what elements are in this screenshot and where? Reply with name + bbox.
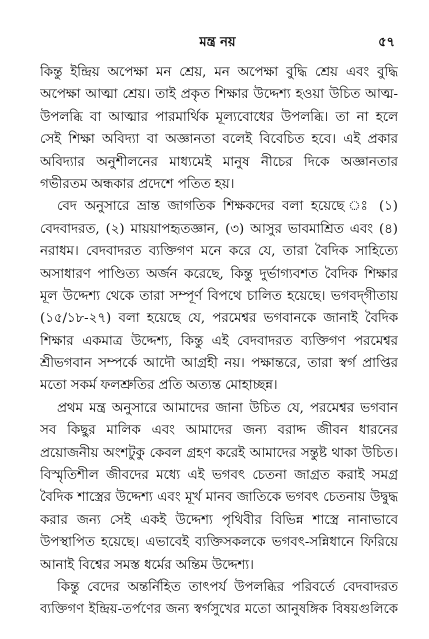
text-line: সেই শিক্ষা অবিদ্যা বা অজ্ঞানতা বলেই বিবেচিত হবে। এই প্রকার [40,132,398,148]
text-line: বেদবাদরত, (২) মায়য়াপহৃতজ্ঞান, (৩) আসুর ভাবমাশ্রিত এবং (৪) [40,221,398,237]
text-line: বৈদিক শাস্ত্রের উদ্দেশ্য এবং মূর্খ মানব জাতিকে ভগবৎ চেতনায় উদ্বুদ্ধ [40,490,398,506]
text-line: করার জন্য সেই একই উদ্দেশ্য পৃথিবীর বিভিন্ন শাস্ত্রে নানাভাবে [40,512,398,528]
text-line: কিন্তু ইন্দ্রিয় অপেক্ষা মন শ্রেয়, মন অপেক্ষা বুদ্ধি শ্রেয় এবং বুদ্ধি [40,65,398,80]
running-title: মন্ত্র নয় [199,35,236,50]
text-line: উপলব্ধি বা আত্মার পারমার্থিক মূল্যবোধের উপলব্ধি। তা না হলে [40,109,398,125]
text-line: অপেক্ষা আত্মা শ্রেয়। তাই প্রকৃত শিক্ষার উদ্দেশ্য হওয়া উচিত আত্ম- [40,87,398,103]
text-line: শ্রীভগবান সম্পর্কে আদৌ আগ্রহী নয়। পক্ষান্তরে, তারা স্বর্গ প্রাপ্তির [40,356,398,372]
text-line: প্রয়োজনীয় অংশটুকু কেবল গ্রহণ করেই আমাদের সন্তুষ্ট থাকা উচিত। [40,445,398,461]
text-line: সব কিছুর মালিক এবং আমাদের জন্য বরাদ্দ জীবন ধারনের [40,423,398,439]
text-line: উপস্থাপিত হয়েছে। এভাবেই ব্যক্তিসকলকে ভগবৎ-সন্নিধানে ফিরিয়ে [40,535,398,551]
text-line: ব্যক্তিগণ ইন্দ্রিয়-তর্পণের জন্য স্বর্গসুখের মতো আনুষঙ্গিক বিষয়গুলিকে [40,602,398,618]
text-line: বিস্মৃতিশীল জীবদের মধ্যে এই ভগবৎ চেতনা জাগ্রত করাই সমগ্র [40,468,398,484]
text-line: মতো সকর্ম ফলশ্রুতির প্রতি অত্যন্ত মোহাচ্ছন্ন। [40,378,278,394]
page-header [40,32,395,54]
text-line: (১৫/১৮-২৭) বলা হয়েছে যে, পরমেশ্বর ভগবানকে জানাই বৈদিক [40,311,398,327]
text-line: শিক্ষার একমাত্র উদ্দেশ্য, কিন্তু এই বেদবাদরত ব্যক্তিগণ পরমেশ্বর [40,333,398,349]
text-line: অসাধারণ পাণ্ডিত্য অর্জন করেছে, কিন্তু দুর্ভাগ্যবশত বৈদিক শিক্ষার [40,266,398,282]
text-line: অবিদ্যার অনুশীলনের মাধ্যমেই মানুষ নীচের দিকে অজ্ঞানতার [40,154,398,170]
text-line: মূল উদ্দেশ্য থেকে তারা সম্পূর্ণ বিপথে চালিত হয়েছে। ভগবদ্‌গীতায় [40,288,398,304]
text-line: প্রথম মন্ত্র অনুসারে আমাদের জানা উচিত যে, পরমেশ্বর ভগবান [57,400,398,416]
body-text [40,62,398,622]
text-line: গভীরতম অন্ধকার প্রদেশে পতিত হয়। [40,176,235,192]
page-number: ৫৭ [378,35,395,50]
text-line: আনাই বিশ্বের সমস্ত ধর্মের অন্তিম উদ্দেশ্য। [40,557,254,573]
text-line: নরাধম। বেদবাদরত ব্যক্তিগণ মনে করে যে, তারা বৈদিক সাহিত্যে [40,244,398,260]
text-line: কিন্তু বেদের অন্তর্নিহিত তাৎপর্য উপলব্ধির পরিবর্তে বেদবাদরত [57,579,398,595]
text-line: বেদ অনুসারে ভ্রান্ত জাগতিক শিক্ষকদের বলা হয়েছে ঃ (১) [57,199,398,215]
